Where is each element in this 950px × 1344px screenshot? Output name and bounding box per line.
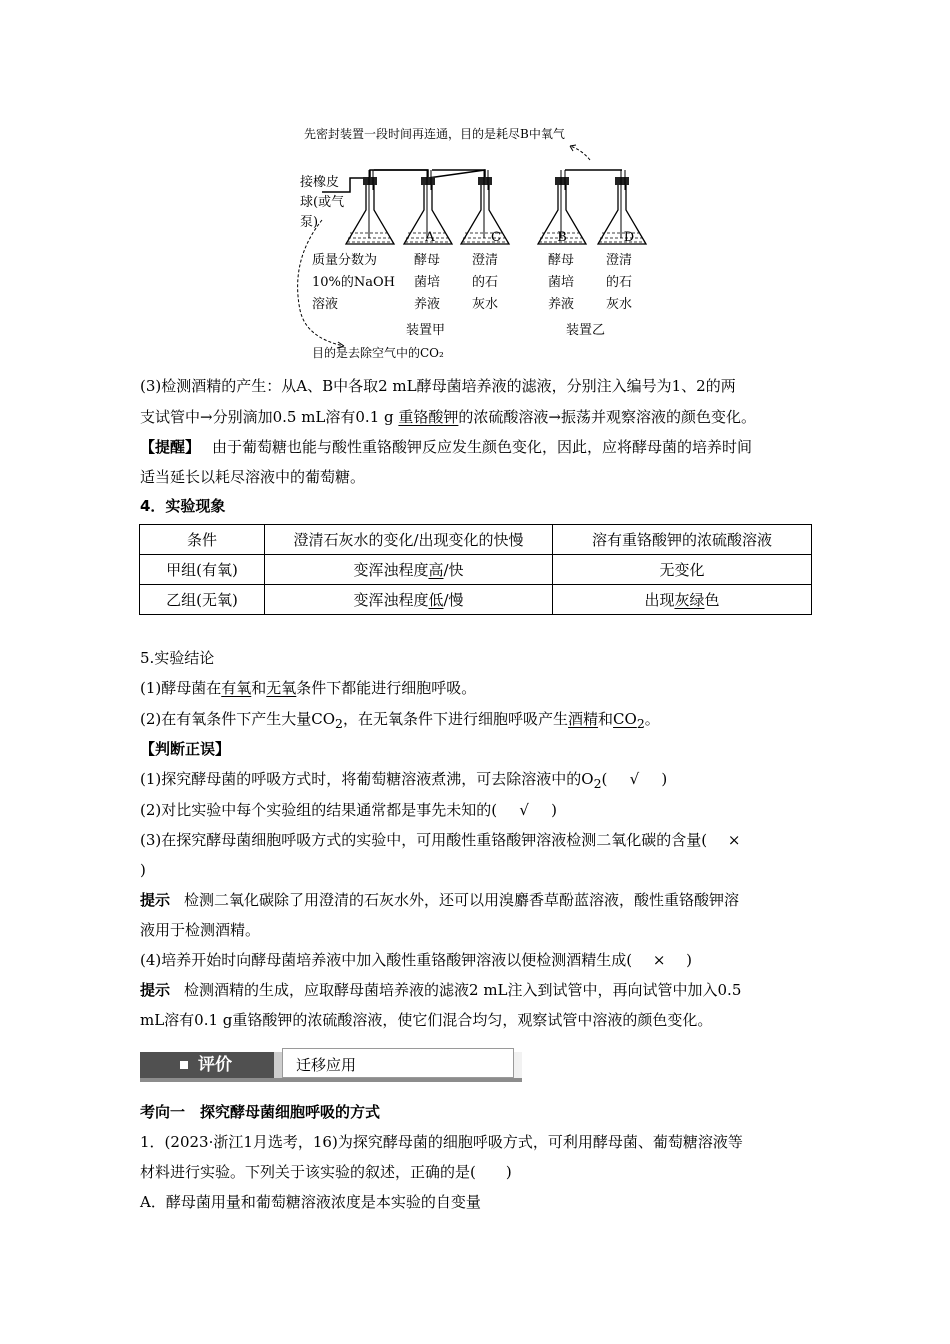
table-header: 溶有重铬酸钾的浓硫酸溶液 xyxy=(553,525,812,555)
judge-heading: 【判断正误】 xyxy=(140,740,231,758)
flask-c xyxy=(461,170,509,245)
cross-mark: × xyxy=(652,951,666,969)
square-bullet-icon xyxy=(180,1061,188,1069)
hint4-line1: 提示 检测酒精的生成，应取酵母菌培养液的滤液2 mL注入到试管中，再向试管中加入0.5 xyxy=(140,981,742,999)
flask-d xyxy=(598,170,646,245)
table-header-row xyxy=(140,525,812,555)
naoh-flask xyxy=(346,170,394,244)
table-cell: 变浑浊程度高/快 xyxy=(265,555,553,585)
judge-q3: (3)在探究酵母菌细胞呼吸方式的实验中，可用酸性重铬酸钾溶液检测二氧化碳的含量( × xyxy=(140,830,816,850)
flask-d-letter: D xyxy=(623,230,635,245)
c-label-2: 的石 xyxy=(472,275,499,290)
judge-q1: (1)探究酵母菌的呼吸方式时，将葡萄糖溶液煮沸，可去除溶液中的$O_2$( √ ) xyxy=(140,770,668,791)
table-cell: 无变化 xyxy=(553,555,812,585)
hint3-line2: 液用于检测酒精。 xyxy=(140,921,261,939)
table-header: 条件 xyxy=(140,525,265,555)
naoh-label-2: 10%的NaOH xyxy=(312,275,396,290)
bottom-note: 目的是去除空气中的CO₂ xyxy=(312,346,444,360)
question1-line1: 1．(2023·浙江1月选考，16)为探究酵母菌的细胞呼吸方式，可利用酵母菌、葡萄糖溶液等 xyxy=(140,1133,743,1151)
step3-line2: 支试管中→分别滴加0.5 mL溶有0.1 g 重铬酸钾的浓硫酸溶液→振荡并观察溶液的颜色变化。 xyxy=(140,408,756,426)
naoh-label-1: 质量分数为 xyxy=(312,253,378,268)
apparatus-figure xyxy=(290,120,660,370)
kaoxiang-heading: 考向一 探究酵母菌细胞呼吸的方式 xyxy=(140,1103,381,1121)
hint-label: 提示 xyxy=(140,981,171,999)
top-arrow xyxy=(570,146,590,160)
b-label-2: 菌培 xyxy=(548,275,575,290)
a-label-3: 养液 xyxy=(414,297,441,312)
flask-a xyxy=(404,170,452,245)
group-yi-label: 装置乙 xyxy=(566,323,606,338)
flask-b xyxy=(538,170,586,245)
table-row xyxy=(140,555,812,585)
check-mark: √ xyxy=(519,801,529,819)
conclusion-1: (1)酵母菌在有氧和无氧条件下都能进行细胞呼吸。 xyxy=(140,679,477,697)
reminder-line1: 【提醒】 由于葡萄糖也能与酸性重铬酸钾反应发生颜色变化，因此，应将酵母菌的培养时间 xyxy=(140,438,753,456)
observation-table xyxy=(139,524,812,615)
b-label-3: 养液 xyxy=(548,297,575,312)
d-label-1: 澄清 xyxy=(606,253,633,268)
table-row xyxy=(140,585,812,615)
flask-b-letter: B xyxy=(557,230,567,245)
table-cell: 出现灰绿色 xyxy=(553,585,812,615)
flask-a-letter: A xyxy=(425,230,435,245)
judge-q3-close: ) xyxy=(140,861,146,879)
top-note: 先密封装置一段时间再连通，目的是耗尽B中氧气 xyxy=(304,127,565,141)
check-mark: √ xyxy=(629,770,640,788)
conclusion-2: (2)在有氧条件下产生大量$CO_2$，在无氧条件下进行细胞呼吸产生酒精和$CO_2$。 xyxy=(140,710,660,731)
cross-mark: × xyxy=(727,831,741,849)
question1-line2: 材料进行实验。下列关于该实验的叙述，正确的是( ) xyxy=(140,1163,512,1181)
table-header: 澄清石灰水的变化/出现变化的快慢 xyxy=(265,525,553,555)
group-jia-label: 装置甲 xyxy=(406,323,446,338)
section4-heading: 4．实验现象 xyxy=(140,497,226,515)
hint3-line1: 提示 检测二氧化碳除了用澄清的石灰水外，还可以用溴麝香草酚蓝溶液，酸性重铬酸钾溶 xyxy=(140,891,740,909)
table-cell: 甲组(有氧) xyxy=(140,555,265,585)
tube-jia xyxy=(322,170,485,192)
naoh-label-3: 溶液 xyxy=(312,297,339,312)
underline-dichromate: 重铬酸钾 xyxy=(398,408,459,426)
banner-right-title: 迁移应用 xyxy=(296,1056,357,1074)
a-label-1: 酵母 xyxy=(414,253,441,268)
table-cell: 变浑浊程度低/慢 xyxy=(265,585,553,615)
pump-label-2: 球(或气 xyxy=(300,195,345,210)
d-label-3: 灰水 xyxy=(606,297,633,312)
section5-heading: 5.实验结论 xyxy=(140,649,215,667)
judge-q2: (2)对比实验中每个实验组的结果通常都是事先未知的( √ ) xyxy=(140,801,557,819)
hint4-line2: mL溶有0.1 g重铬酸钾的浓硫酸溶液，使它们混合均匀，观察试管中溶液的颜色变化。 xyxy=(140,1011,713,1029)
c-label-1: 澄清 xyxy=(472,253,499,268)
reminder-label: 【提醒】 xyxy=(140,438,201,456)
b-label-1: 酵母 xyxy=(548,253,575,268)
d-label-2: 的石 xyxy=(606,275,633,290)
table-cell: 乙组(无氧) xyxy=(140,585,265,615)
apparatus-diagram xyxy=(290,120,660,370)
c-label-3: 灰水 xyxy=(472,297,499,312)
section-banner xyxy=(140,1048,522,1082)
flask-c-letter: C xyxy=(491,230,501,245)
banner-left-title: 评价 xyxy=(198,1055,232,1075)
option-a: A．酵母菌用量和葡萄糖溶液浓度是本实验的自变量 xyxy=(140,1193,481,1211)
judge-q4: (4)培养开始时向酵母菌培养液中加入酸性重铬酸钾溶液以便检测酒精生成( × ) xyxy=(140,951,692,969)
pump-label-3: 泵) xyxy=(300,215,319,230)
hint-label: 提示 xyxy=(140,891,171,909)
step3-line1: (3)检测酒精的产生：从A、B中各取2 mL酵母菌培养液的滤液，分别注入编号为1、2的两 xyxy=(140,377,736,395)
a-label-2: 菌培 xyxy=(414,275,441,290)
pump-label-1: 接橡皮 xyxy=(300,175,340,190)
reminder-line2: 适当延长以耗尽溶液中的葡萄糖。 xyxy=(140,468,366,486)
